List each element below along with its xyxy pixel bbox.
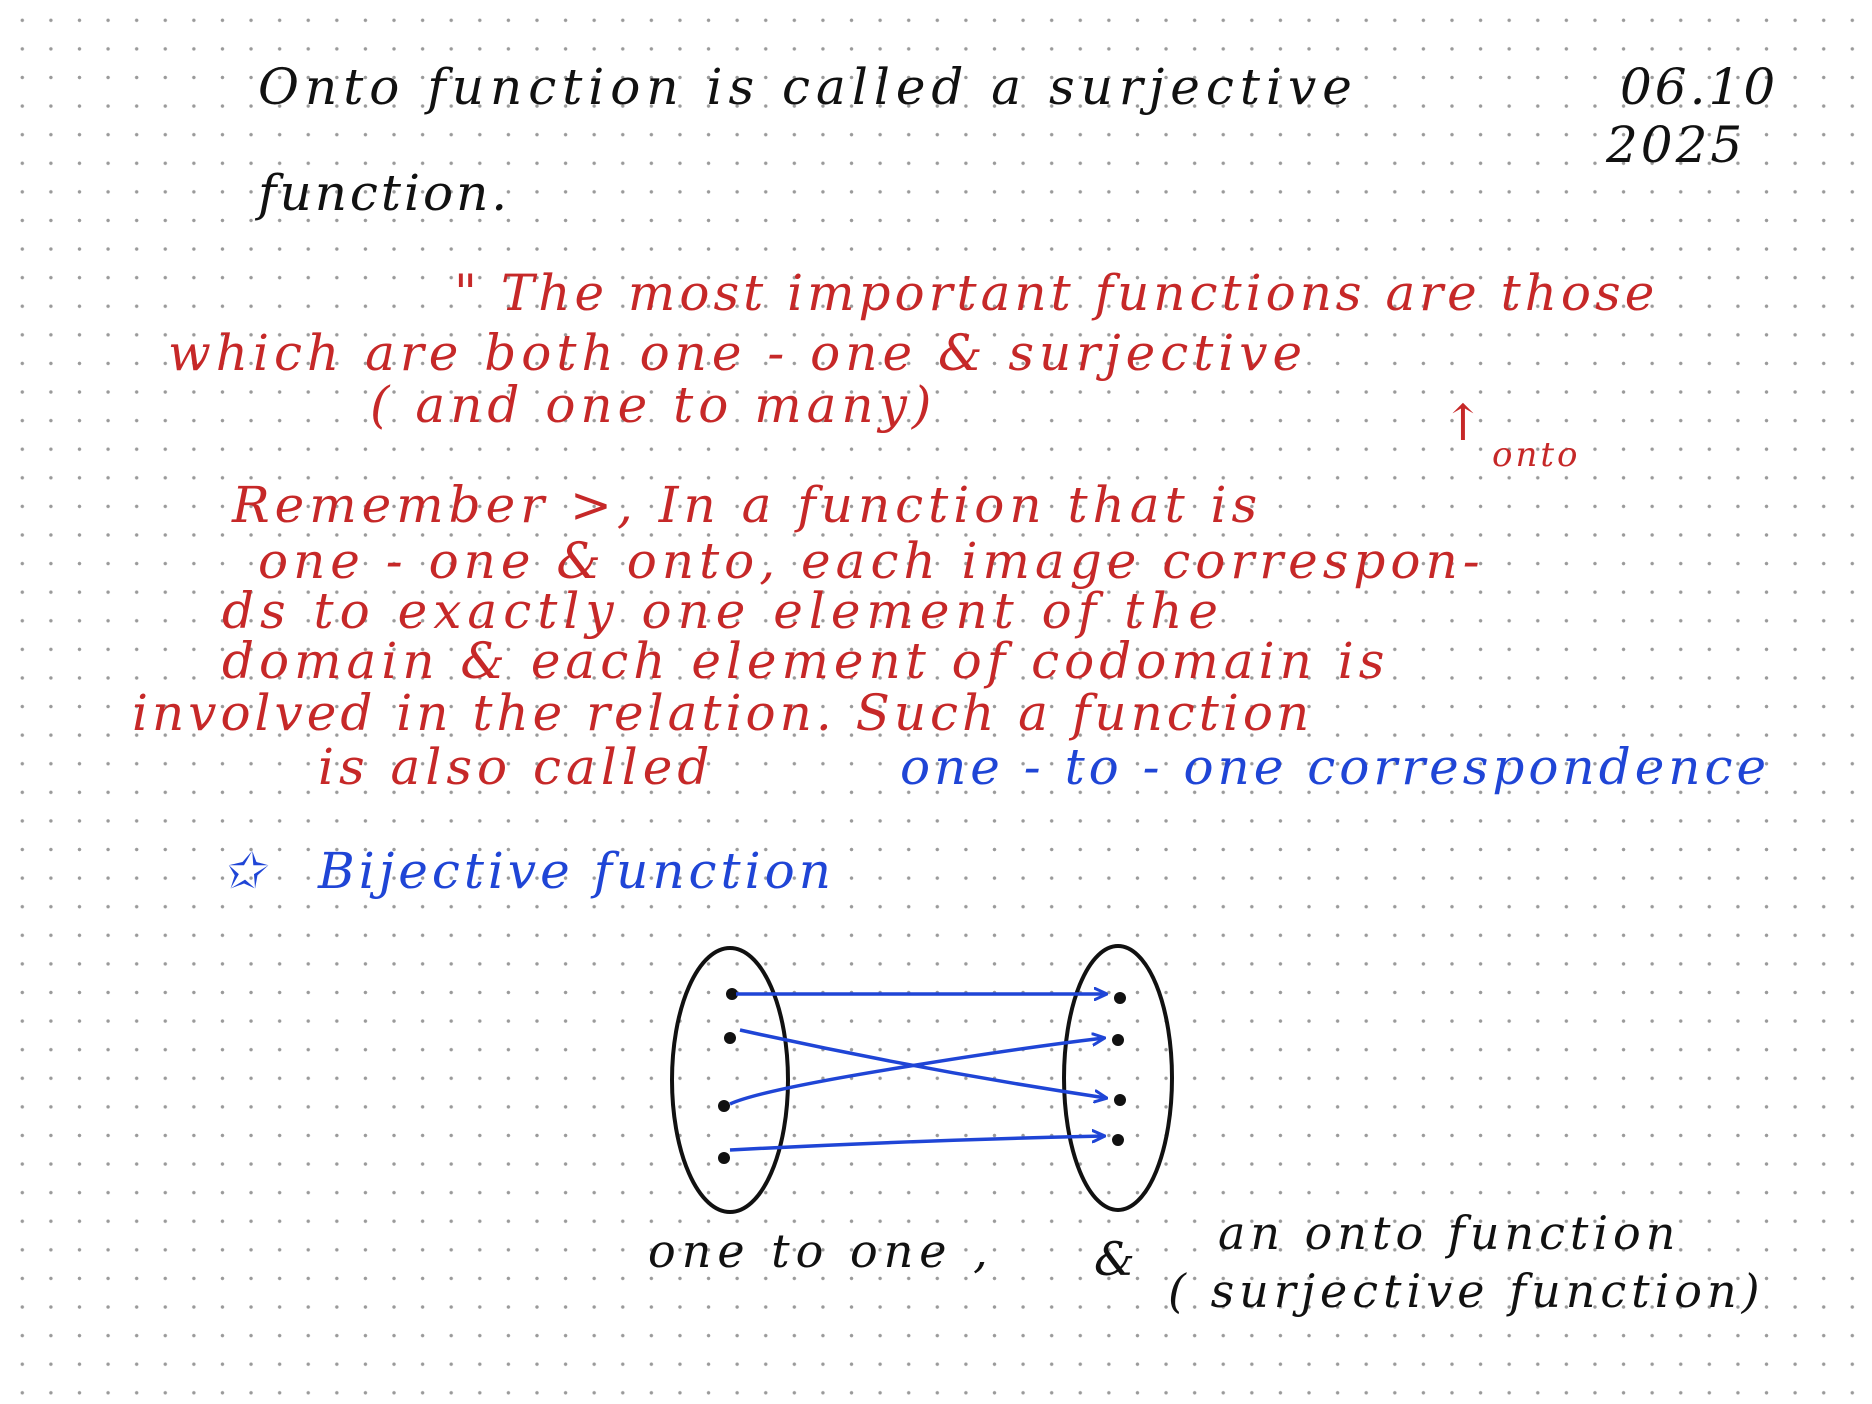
onto-arrow: ↑ <box>1442 394 1487 452</box>
star-icon: ✩ <box>222 842 267 900</box>
onto-note: onto <box>1492 435 1581 475</box>
domain-point <box>724 1032 736 1044</box>
remember-line-6-prefix: is also called <box>318 738 715 796</box>
codomain-point <box>1114 992 1126 1004</box>
remember-line-5: involved in the relation. Such a function <box>132 684 1314 742</box>
quote-line-2: which are both one - one & surjective <box>168 324 1308 382</box>
caption-onto-function: an onto function <box>1218 1206 1681 1260</box>
domain-set-oval <box>672 948 788 1212</box>
codomain-point <box>1112 1034 1124 1046</box>
title-line-2: function. <box>258 164 511 222</box>
domain-point <box>718 1100 730 1112</box>
date-line-1: 06.10 <box>1620 58 1779 116</box>
caption-ampersand: & <box>1094 1232 1138 1286</box>
remember-line-3: ds to exactly one element of the <box>222 582 1225 640</box>
remember-line-4: domain & each element of codomain is <box>222 632 1390 690</box>
codomain-set-oval <box>1064 946 1172 1210</box>
caption-one-to-one: one to one , <box>648 1224 994 1278</box>
quote-line-1: " The most important functions are those <box>454 264 1659 322</box>
date-line-2: 2025 <box>1606 116 1746 174</box>
quote-line-3: ( and one to many) <box>370 376 937 434</box>
one-to-one-correspondence: one - to - one correspondence <box>900 738 1771 796</box>
codomain-point <box>1112 1134 1124 1146</box>
mapping-arrow <box>730 1136 1104 1150</box>
remember-line-2: one - one & onto, each image correspon- <box>258 532 1485 590</box>
bijective-heading: Bijective function <box>318 842 835 900</box>
title-line-1: Onto function is called a surjective <box>258 58 1358 116</box>
remember-line-1: Remember >, In a function that is <box>232 476 1263 534</box>
bijection-mapping-diagram <box>660 940 1200 1230</box>
domain-point <box>718 1152 730 1164</box>
caption-surjective-function: ( surjective function) <box>1168 1264 1765 1318</box>
codomain-point <box>1114 1094 1126 1106</box>
